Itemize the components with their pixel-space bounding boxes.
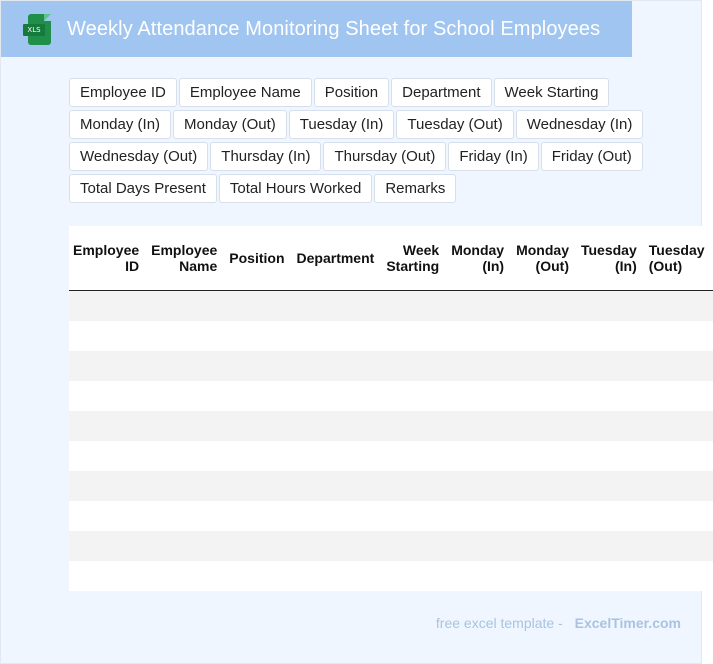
table-cell[interactable]	[225, 561, 292, 591]
table-cell[interactable]	[577, 321, 645, 351]
table-cell[interactable]	[577, 501, 645, 531]
table-cell[interactable]	[293, 381, 383, 411]
table-cell[interactable]	[293, 351, 383, 381]
table-cell[interactable]	[512, 561, 577, 591]
table-cell[interactable]	[447, 351, 512, 381]
table-cell[interactable]	[147, 531, 225, 561]
table-cell[interactable]	[382, 531, 447, 561]
table-cell[interactable]	[147, 381, 225, 411]
field-chip[interactable]: Week Starting	[494, 78, 610, 107]
field-chip[interactable]: Thursday (In)	[210, 142, 321, 171]
table-cell[interactable]	[225, 321, 292, 351]
table-cell[interactable]	[69, 321, 147, 351]
field-chip[interactable]: Total Days Present	[69, 174, 217, 203]
column-header: Employee Name	[147, 226, 225, 291]
table-row	[69, 321, 713, 351]
table-cell[interactable]	[225, 411, 292, 441]
table-cell[interactable]	[512, 381, 577, 411]
page-title: Weekly Attendance Monitoring Sheet for School Employees	[67, 17, 601, 40]
table-cell[interactable]	[293, 471, 383, 501]
table-cell[interactable]	[512, 411, 577, 441]
field-chip[interactable]: Department	[391, 78, 491, 107]
table-cell[interactable]	[382, 291, 447, 322]
table-cell[interactable]	[577, 561, 645, 591]
table-cell[interactable]	[512, 321, 577, 351]
table-row	[69, 501, 713, 531]
table-cell[interactable]	[577, 471, 645, 501]
table-cell[interactable]	[225, 381, 292, 411]
table-cell[interactable]	[147, 501, 225, 531]
table-cell[interactable]	[382, 501, 447, 531]
xls-file-icon	[23, 14, 51, 45]
table-cell[interactable]	[147, 321, 225, 351]
table-cell[interactable]	[382, 471, 447, 501]
table-cell[interactable]	[447, 471, 512, 501]
table-row	[69, 351, 713, 381]
table-cell[interactable]	[645, 531, 713, 561]
table-row	[69, 471, 713, 501]
table-cell[interactable]	[645, 381, 713, 411]
table-cell[interactable]	[512, 471, 577, 501]
field-chip[interactable]: Employee ID	[69, 78, 177, 107]
field-chip[interactable]: Position	[314, 78, 389, 107]
table-cell[interactable]	[577, 381, 645, 411]
table-row	[69, 411, 713, 441]
table-cell[interactable]	[293, 291, 383, 322]
table-cell[interactable]	[645, 321, 713, 351]
table-cell[interactable]	[447, 381, 512, 411]
table-cell[interactable]	[447, 411, 512, 441]
table-cell[interactable]	[382, 381, 447, 411]
table-cell[interactable]	[645, 501, 713, 531]
table-cell[interactable]	[382, 321, 447, 351]
table-cell[interactable]	[69, 411, 147, 441]
table-cell[interactable]	[447, 441, 512, 471]
table-cell[interactable]	[645, 561, 713, 591]
field-chip[interactable]: Wednesday (In)	[516, 110, 644, 139]
table-cell[interactable]	[69, 471, 147, 501]
table-cell[interactable]	[69, 351, 147, 381]
table-cell[interactable]	[293, 531, 383, 561]
table-cell[interactable]	[382, 561, 447, 591]
table-cell[interactable]	[577, 291, 645, 322]
table-cell[interactable]	[577, 351, 645, 381]
table-cell[interactable]	[293, 411, 383, 441]
table-cell[interactable]	[147, 561, 225, 591]
attendance-table	[69, 226, 705, 590]
table-cell[interactable]	[69, 561, 147, 591]
table-cell[interactable]	[293, 561, 383, 591]
column-header: Tuesday (In)	[577, 226, 645, 291]
field-chip[interactable]: Friday (Out)	[541, 142, 643, 171]
table-row	[69, 561, 713, 591]
footer-text: free excel template -	[435, 615, 563, 631]
field-chip[interactable]: Remarks	[374, 174, 456, 203]
table-cell[interactable]	[645, 351, 713, 381]
table-cell[interactable]	[147, 351, 225, 381]
table-row	[69, 531, 713, 561]
field-chip[interactable]: Total Hours Worked	[219, 174, 372, 203]
column-header: Employee ID	[69, 226, 147, 291]
column-header: Department	[293, 226, 383, 291]
field-chip[interactable]: Tuesday (Out)	[396, 110, 513, 139]
table-cell[interactable]	[577, 531, 645, 561]
table-cell[interactable]	[69, 381, 147, 411]
table-row	[69, 441, 713, 471]
table-cell[interactable]	[382, 351, 447, 381]
table-row	[69, 291, 713, 322]
table-header-row	[69, 226, 713, 291]
table-cell[interactable]	[225, 531, 292, 561]
table-cell[interactable]	[69, 441, 147, 471]
table-cell[interactable]	[293, 501, 383, 531]
field-chip-list	[69, 78, 669, 203]
table-cell[interactable]	[447, 561, 512, 591]
table-cell[interactable]	[147, 441, 225, 471]
title-bar	[1, 1, 632, 57]
table-cell[interactable]	[512, 351, 577, 381]
xls-icon-label: XLS	[23, 24, 45, 36]
table-cell[interactable]	[382, 441, 447, 471]
table-cell[interactable]	[69, 501, 147, 531]
field-chip[interactable]: Thursday (Out)	[323, 142, 446, 171]
table-cell[interactable]	[512, 531, 577, 561]
table-cell[interactable]	[293, 441, 383, 471]
field-chip[interactable]: Tuesday (In)	[289, 110, 395, 139]
table-cell[interactable]	[645, 471, 713, 501]
footer	[436, 615, 681, 631]
column-header: Monday (Out)	[512, 226, 577, 291]
field-chip[interactable]: Monday (In)	[69, 110, 171, 139]
table-cell[interactable]	[645, 411, 713, 441]
table-cell[interactable]	[512, 291, 577, 322]
table-cell[interactable]	[447, 321, 512, 351]
table-cell[interactable]	[147, 291, 225, 322]
column-header: Position	[225, 226, 292, 291]
column-header: Tuesday (Out)	[645, 226, 713, 291]
table-cell[interactable]	[512, 441, 577, 471]
table-cell[interactable]	[447, 501, 512, 531]
table-cell[interactable]	[512, 501, 577, 531]
table-cell[interactable]	[225, 471, 292, 501]
table-cell[interactable]	[293, 321, 383, 351]
table-cell[interactable]	[69, 291, 147, 322]
table-cell[interactable]	[147, 411, 225, 441]
table-cell[interactable]	[69, 531, 147, 561]
column-header: Week Starting	[382, 226, 447, 291]
table-cell[interactable]	[225, 441, 292, 471]
field-chip[interactable]: Employee Name	[179, 78, 312, 107]
table-cell[interactable]	[382, 411, 447, 441]
table-cell[interactable]	[147, 471, 225, 501]
field-chip[interactable]: Wednesday (Out)	[69, 142, 208, 171]
table-cell[interactable]	[645, 291, 713, 322]
table-cell[interactable]	[577, 441, 645, 471]
table-cell[interactable]	[225, 351, 292, 381]
footer-brand-link[interactable]: ExcelTimer.com	[574, 615, 681, 631]
table-cell[interactable]	[225, 501, 292, 531]
table-row	[69, 381, 713, 411]
table-cell[interactable]	[577, 411, 645, 441]
column-header: Monday (In)	[447, 226, 512, 291]
field-chip[interactable]: Monday (Out)	[173, 110, 287, 139]
table-cell[interactable]	[447, 291, 512, 322]
field-chip[interactable]: Friday (In)	[448, 142, 538, 171]
table-cell[interactable]	[225, 291, 292, 322]
table-cell[interactable]	[645, 441, 713, 471]
table-cell[interactable]	[447, 531, 512, 561]
